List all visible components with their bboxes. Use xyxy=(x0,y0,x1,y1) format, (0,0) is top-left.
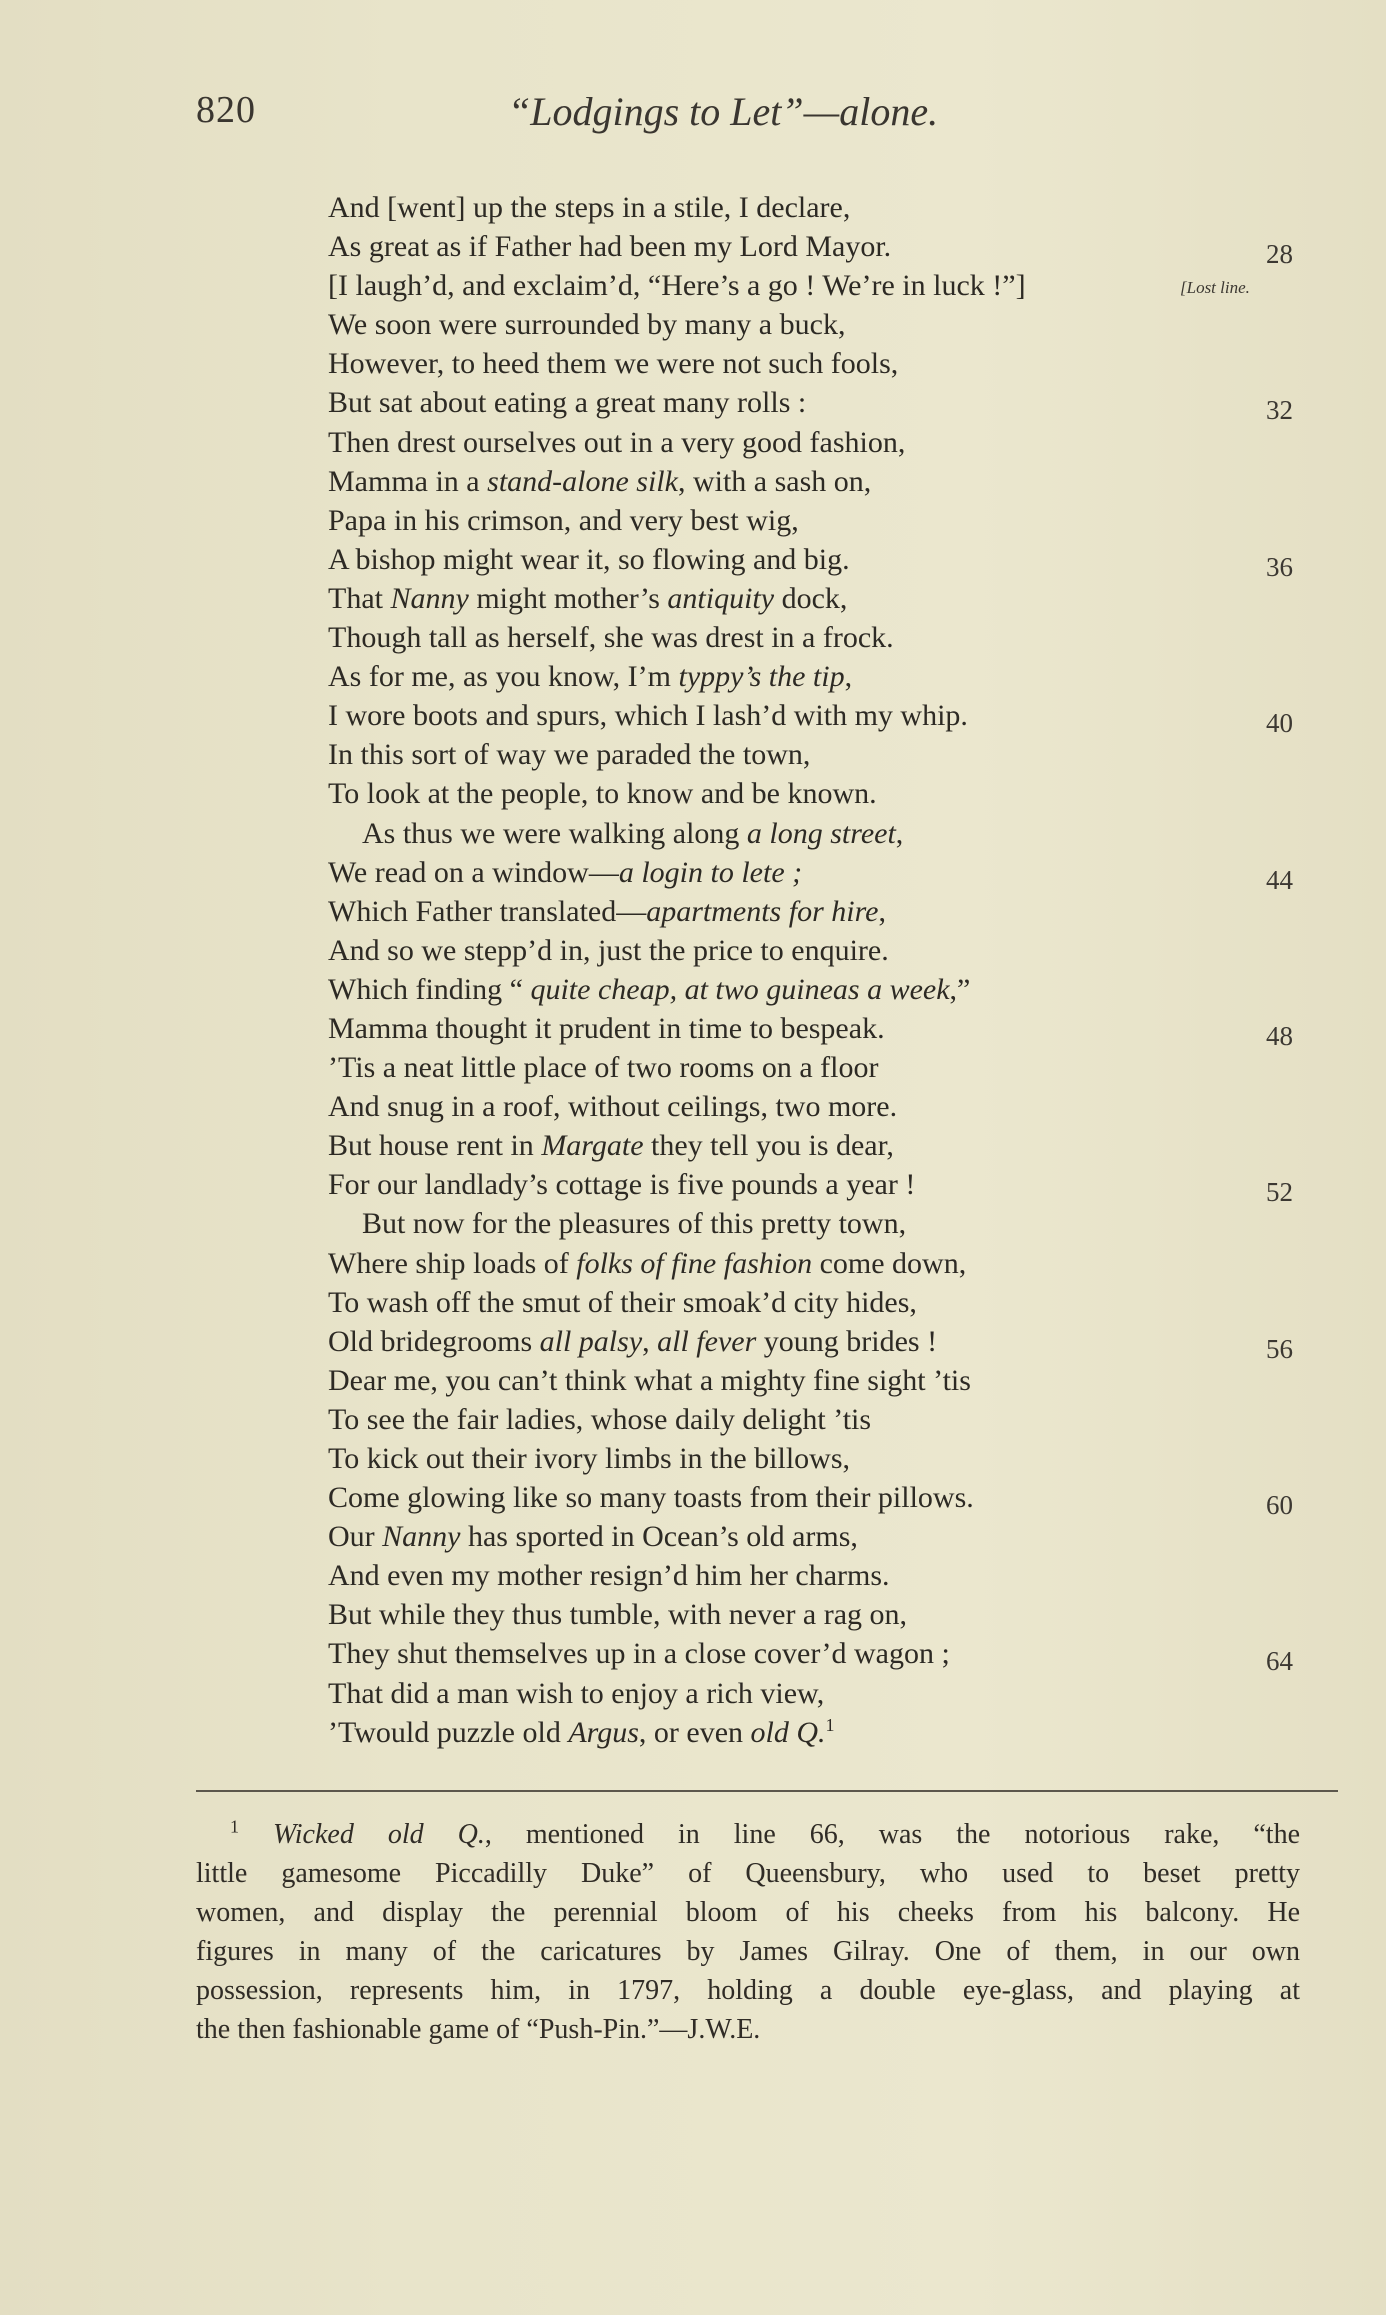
text-segment: ’Tis a neat little place of two rooms on a floor xyxy=(328,1051,879,1085)
footnote-line xyxy=(196,1815,1300,1854)
poem-line xyxy=(328,462,1328,501)
text-segment: young brides ! xyxy=(756,1324,938,1358)
poem-line xyxy=(328,1204,1328,1243)
poem-line xyxy=(328,383,1328,426)
line-number: 60 xyxy=(1266,1490,1293,1521)
poem-line xyxy=(328,618,1328,657)
text-segment: However, to heed them we were not such fools, xyxy=(328,347,899,381)
text-segment: Which Father translated— xyxy=(328,894,647,928)
poem-line xyxy=(328,266,1328,305)
poem-line-text xyxy=(328,188,850,227)
text-segment: A bishop might wear it, so flowing and big. xyxy=(328,542,850,576)
poem-line-text xyxy=(328,618,894,657)
poem-line-text xyxy=(328,1283,917,1322)
text-segment: Our xyxy=(328,1520,383,1554)
poem-line xyxy=(328,423,1328,462)
line-number: 32 xyxy=(1266,395,1293,426)
poem-line xyxy=(328,892,1328,931)
page-header xyxy=(0,88,1386,148)
poem-line-text xyxy=(328,1517,858,1556)
poem-line xyxy=(328,1595,1328,1634)
poem-line-text xyxy=(328,383,806,422)
poem-line xyxy=(328,1126,1328,1165)
footnote-rule xyxy=(196,1790,1338,1792)
poem-line xyxy=(328,657,1328,696)
poem-line-text xyxy=(328,1087,897,1126)
footnote-line xyxy=(196,2010,1300,2049)
text-segment: , or even xyxy=(638,1715,751,1749)
poem-line-text xyxy=(328,1126,894,1165)
line-number: 64 xyxy=(1266,1646,1293,1677)
poem-line-text xyxy=(328,579,847,618)
poem-line-text xyxy=(328,853,802,892)
poem-body xyxy=(328,188,1328,1752)
poem-line-text xyxy=(328,814,903,853)
poem-line xyxy=(328,774,1328,813)
poem-line xyxy=(328,1244,1328,1283)
text-segment: And [went] up the steps in a stile, I declare, xyxy=(328,191,851,224)
poem-line-text xyxy=(328,1595,907,1634)
poem-line xyxy=(328,1713,1328,1752)
text-segment: , xyxy=(844,660,853,694)
poem-line xyxy=(328,1283,1328,1322)
line-number: 56 xyxy=(1266,1333,1293,1364)
text-segment: As great as if Father had been my Lord Mayor. xyxy=(328,230,892,264)
text-segment: Argus xyxy=(568,1715,639,1749)
page-number: 820 xyxy=(196,89,256,131)
poem-line xyxy=(328,1674,1328,1713)
poem-line xyxy=(328,1556,1328,1595)
text-segment: Papa in his crimson, and very best wig, xyxy=(328,503,799,537)
text-segment: But while they thus tumble, with never a rag on, xyxy=(328,1598,908,1632)
text-segment: Which finding “ xyxy=(328,972,531,1006)
poem-line xyxy=(328,344,1328,383)
poem-line-text xyxy=(328,1361,971,1400)
text-segment: Nanny xyxy=(390,581,469,615)
text-segment: all palsy xyxy=(539,1324,643,1358)
text-segment: Then drest ourselves out in a very good fashion, xyxy=(328,425,906,459)
poem-line-text xyxy=(328,462,871,501)
poem-line xyxy=(328,735,1328,774)
poem-line-text xyxy=(328,1322,937,1361)
poem-line-text xyxy=(328,892,886,931)
poem-line xyxy=(328,1165,1328,1208)
poem-line-text xyxy=(328,305,845,344)
text-segment: typpy’s the tip xyxy=(678,660,845,694)
poem-line xyxy=(328,1400,1328,1439)
poem-line-text xyxy=(328,344,898,383)
poem-line xyxy=(328,1361,1328,1400)
margin-note: [Lost line. xyxy=(1180,278,1250,298)
poem-line xyxy=(328,188,1328,227)
line-number: 40 xyxy=(1266,708,1293,739)
poem-line-text xyxy=(328,227,891,266)
poem-line-text xyxy=(328,1009,885,1048)
text-segment: the then fashionable game of “Push-Pin.”—J.W.E. xyxy=(196,2014,761,2045)
text-segment: dock, xyxy=(774,581,848,615)
poem-line-text xyxy=(328,1204,906,1243)
text-segment: To wash off the smut of their smoak’d city hides, xyxy=(328,1285,917,1319)
text-segment: all fever xyxy=(657,1324,757,1358)
text-segment: , xyxy=(878,894,886,928)
poem-line xyxy=(328,1048,1328,1087)
line-number: 28 xyxy=(1266,239,1293,270)
text-segment: , xyxy=(895,816,904,850)
poem-line xyxy=(328,931,1328,970)
text-segment: come down, xyxy=(812,1246,967,1280)
text-segment: In this sort of way we paraded the town, xyxy=(328,738,811,772)
text-segment: For our landlady’s cottage is five pounds a year ! xyxy=(328,1168,916,1202)
text-segment: might mother’s xyxy=(468,581,668,615)
text-segment: Mamma in a xyxy=(328,464,488,498)
poem-line-text xyxy=(328,1048,878,1087)
poem-line-text xyxy=(328,931,889,970)
line-number: 36 xyxy=(1266,551,1293,582)
text-segment: But sat about eating a great many rolls : xyxy=(328,386,807,420)
text-segment: Old bridegrooms xyxy=(328,1324,540,1358)
poem-line-text xyxy=(328,1165,915,1204)
poem-line xyxy=(328,227,1328,270)
line-number: 52 xyxy=(1266,1177,1293,1208)
poem-line xyxy=(328,579,1328,618)
text-segment: But now for the pleasures of this pretty town, xyxy=(362,1207,907,1241)
text-segment: they tell you is dear, xyxy=(643,1129,894,1163)
poem-line xyxy=(328,1087,1328,1126)
poem-line-text xyxy=(328,696,968,735)
text-segment: , mentioned in line 66, was the notorious rake, “the xyxy=(484,1819,1301,1850)
text-segment: They shut themselves up in a close cover’d wagon ; xyxy=(328,1637,950,1671)
poem-line-text xyxy=(328,970,970,1009)
poem-line-text xyxy=(328,423,905,462)
text-segment: , with a sash on, xyxy=(677,464,872,498)
text-segment: Wicked old Q. xyxy=(273,1819,485,1850)
text-segment: That did a man wish to enjoy a rich view, xyxy=(328,1676,825,1710)
text-segment: a long street xyxy=(746,816,896,850)
text-segment: As thus we were walking along xyxy=(362,816,747,850)
footnote xyxy=(196,1815,1300,2049)
poem-line-text xyxy=(328,1244,966,1283)
poem-line-text xyxy=(328,540,850,579)
poem-line-text xyxy=(328,266,1026,305)
poem-line xyxy=(328,1439,1328,1478)
line-number: 48 xyxy=(1266,1020,1293,1051)
text-segment: That xyxy=(328,581,391,615)
text-segment: a login to lete ; xyxy=(618,855,803,889)
text-segment: has sported in Ocean’s old arms, xyxy=(460,1520,858,1554)
poem-line-text xyxy=(328,1674,824,1713)
poem-line-text xyxy=(328,1634,950,1673)
text-segment: women, and display the perennial bloom of his cheeks from his balcony. He xyxy=(196,1897,1300,1928)
poem-line-text xyxy=(328,1439,850,1478)
text-segment: antiquity xyxy=(667,581,775,615)
text-segment: But house rent in xyxy=(328,1129,542,1163)
poem-line xyxy=(328,1322,1328,1364)
poem-line-text xyxy=(328,774,877,813)
text-segment: Margate xyxy=(541,1129,644,1163)
text-segment: As for me, as you know, I’m xyxy=(328,660,679,694)
text-segment: Where ship loads of xyxy=(328,1246,577,1280)
text-segment: Though tall as herself, she was drest in a frock. xyxy=(328,621,894,655)
footnote-marker: 1 xyxy=(230,1816,239,1837)
text-segment: We read on a window— xyxy=(328,855,619,889)
poem-line xyxy=(328,1478,1328,1521)
footnote-line xyxy=(196,1854,1300,1893)
text-segment: We soon were surrounded by many a buck, xyxy=(328,308,846,342)
running-title: “Lodgings to Let”—alone. xyxy=(508,89,939,134)
text-segment: And so we stepp’d in, just the price to enquire. xyxy=(328,933,889,967)
text-segment: Dear me, you can’t think what a mighty fine sight ’tis xyxy=(328,1363,971,1397)
poem-line xyxy=(328,970,1328,1009)
text-segment: folks of fine fashion xyxy=(576,1246,813,1280)
text-segment: apartments for hire xyxy=(646,894,879,928)
text-segment: And even my mother resign’d him her charms. xyxy=(328,1559,890,1593)
poem-line xyxy=(328,1634,1328,1677)
text-segment: To see the fair ladies, whose daily delight ’tis xyxy=(328,1402,872,1436)
text-segment: little gamesome Piccadilly Duke” of Queensbury, who used to beset pretty xyxy=(196,1858,1300,1889)
footnote-line xyxy=(196,1893,1300,1932)
text-segment: [I laugh’d, and exclaim’d, “Here’s a go ! We’re in luck !”] xyxy=(328,269,1026,303)
poem-line-text xyxy=(328,735,810,774)
text-segment: Come glowing like so many toasts from their pillows. xyxy=(328,1481,974,1515)
poem-line xyxy=(328,305,1328,344)
footnote-line xyxy=(196,1971,1300,2010)
text-segment: And snug in a roof, without ceilings, two more. xyxy=(328,1090,898,1124)
poem-line xyxy=(328,696,1328,739)
text-segment: quite cheap, at two guineas a week xyxy=(530,972,950,1006)
text-segment: To kick out their ivory limbs in the billows, xyxy=(328,1442,851,1475)
poem-line-text xyxy=(328,501,799,540)
text-segment: I wore boots and spurs, which I lash’d with my whip. xyxy=(328,699,968,733)
text-segment: figures in many of the caricatures by James Gilray. One of them, in our own xyxy=(196,1936,1300,1967)
poem-line-text xyxy=(328,1478,974,1517)
poem-line-text xyxy=(328,657,852,696)
poem-line xyxy=(328,501,1328,540)
text-segment: Nanny xyxy=(382,1520,461,1554)
text-segment: stand-alone silk xyxy=(487,464,678,498)
text-segment: To look at the people, to know and be known. xyxy=(328,777,877,811)
text-segment: Mamma thought it prudent in time to bespeak. xyxy=(328,1011,885,1045)
poem-line xyxy=(328,540,1328,582)
poem-line-text xyxy=(328,1400,871,1439)
text-segment: possession, represents him, in 1797, holding a double eye-glass, and playing at xyxy=(196,1975,1300,2006)
poem-line xyxy=(328,853,1328,895)
text-segment: old Q. xyxy=(750,1715,826,1749)
poem-line-text xyxy=(328,1556,890,1595)
poem-line xyxy=(328,1517,1328,1556)
footnote-ref: 1 xyxy=(825,1714,835,1735)
text-segment: , xyxy=(642,1324,658,1358)
text-segment: ,” xyxy=(949,972,971,1006)
footnote-line xyxy=(196,1932,1300,1971)
text-segment: ’Twould puzzle old xyxy=(328,1715,569,1749)
poem-line xyxy=(328,814,1328,853)
poem-line-text xyxy=(328,1713,835,1752)
line-number: 44 xyxy=(1266,864,1293,895)
poem-line xyxy=(328,1009,1328,1051)
